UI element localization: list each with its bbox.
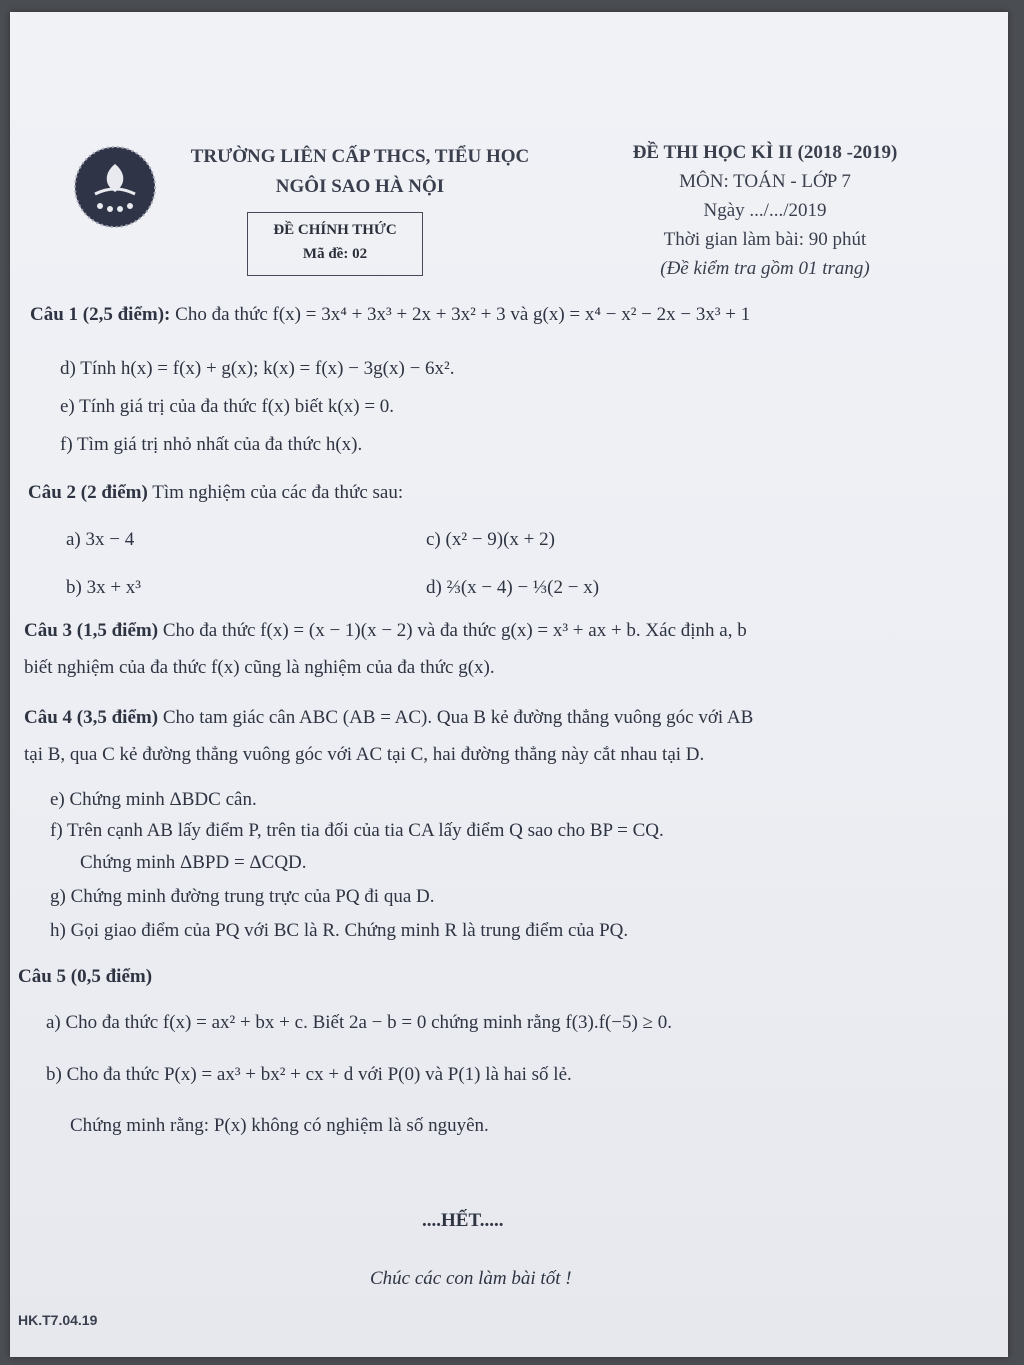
- school-line-1: TRƯỜNG LIÊN CẤP THCS, TIỂU HỌC: [190, 146, 530, 167]
- exam-date: Ngày .../.../2019: [703, 200, 827, 221]
- q4-h: h) Gọi giao điểm của PQ với BC là R. Chứng minh R là trung điểm của PQ.: [50, 920, 629, 941]
- q2-title: Câu 2 (2 điểm): [28, 482, 148, 503]
- q2-text: Tìm nghiệm của các đa thức sau:: [152, 482, 404, 503]
- q5-b2: Chứng minh rằng: P(x) không có nghiệm là số nguyên.: [70, 1115, 489, 1136]
- q2-d: d) ⅔(x − 4) − ⅓(2 − x): [426, 577, 600, 598]
- end-mark: ....HẾT.....: [422, 1210, 504, 1231]
- exam-header: [600, 138, 930, 283]
- wish-text: Chúc các con làm bài tốt !: [370, 1268, 572, 1289]
- q1-f: f) Tìm giá trị nhỏ nhất của đa thức h(x).: [60, 434, 363, 455]
- q1-e: e) Tính giá trị của đa thức f(x) biết k(x) = 0.: [60, 396, 395, 417]
- exam-duration: Thời gian làm bài: 90 phút: [663, 229, 867, 250]
- q2-c: c) (x² − 9)(x + 2): [426, 529, 555, 550]
- q3-text-1: Cho đa thức f(x) = (x − 1)(x − 2) và đa thức g(x) = x³ + ax + b. Xác định a, b: [162, 620, 747, 641]
- q4-line-1: [24, 707, 753, 729]
- official-exam-box: [247, 212, 423, 276]
- q3-line-2: biết nghiệm của đa thức f(x) cũng là nghiệm của đa thức g(x).: [24, 657, 495, 678]
- q5-b: b) Cho đa thức P(x) = ax³ + bx² + cx + d với P(0) và P(1) là hai số lẻ.: [46, 1064, 572, 1085]
- school-line-2: NGÔI SAO HÀ NỘI: [275, 176, 445, 197]
- document-code: HK.T7.04.19: [18, 1312, 98, 1328]
- q1-text: Cho đa thức f(x) = 3x⁴ + 3x³ + 2x + 3x² + 3 và g(x) = x⁴ − x² − 2x − 3x³ + 1: [175, 304, 751, 325]
- q4-f2: Chứng minh ΔBPD = ΔCQD.: [80, 852, 307, 873]
- q5-a: a) Cho đa thức f(x) = ax² + bx + c. Biết 2a − b = 0 chứng minh rằng f(3).f(−5) ≥ 0.: [46, 1012, 672, 1033]
- q2-line: [28, 482, 403, 504]
- q2-b: b) 3x + x³: [66, 577, 141, 598]
- q4-g: g) Chứng minh đường trung trực của PQ đi qua D.: [50, 886, 435, 907]
- q1-title: Câu 1 (2,5 điểm):: [30, 304, 171, 325]
- exam-title: ĐỀ THI HỌC KÌ II (2018 -2019): [632, 142, 898, 163]
- q3-title: Câu 3 (1,5 điểm): [24, 620, 159, 641]
- exam-pages-note: (Đề kiểm tra gồm 01 trang): [660, 258, 870, 279]
- exam-subject: MÔN: TOÁN - LỚP 7: [679, 171, 851, 192]
- q2-a: a) 3x − 4: [66, 529, 135, 550]
- q4-title: Câu 4 (3,5 điểm): [24, 707, 159, 728]
- school-logo-icon: [70, 142, 160, 232]
- q4-e: e) Chứng minh ΔBDC cân.: [50, 789, 257, 810]
- school-name: [170, 142, 550, 202]
- q1-d: d) Tính h(x) = f(x) + g(x); k(x) = f(x) − 3g(x) − 6x².: [60, 358, 455, 379]
- q3-line-1: [24, 620, 747, 642]
- q4-text-1: Cho tam giác cân ABC (AB = AC). Qua B kẻ đường thẳng vuông góc với AB: [162, 707, 754, 728]
- exam-paper: [10, 12, 1008, 1357]
- q4-line-2: tại B, qua C kẻ đường thẳng vuông góc với AC tại C, hai đường thẳng này cắt nhau tại D.: [24, 744, 705, 765]
- q1-line: [30, 304, 750, 326]
- q5-title: Câu 5 (0,5 điểm): [18, 966, 153, 987]
- exam-code: Mã đề: 02: [302, 246, 368, 262]
- q4-f1: f) Trên cạnh AB lấy điểm P, trên tia đối của tia CA lấy điểm Q sao cho BP = CQ.: [50, 820, 664, 841]
- official-label: ĐỀ CHÍNH THỨC: [273, 222, 397, 238]
